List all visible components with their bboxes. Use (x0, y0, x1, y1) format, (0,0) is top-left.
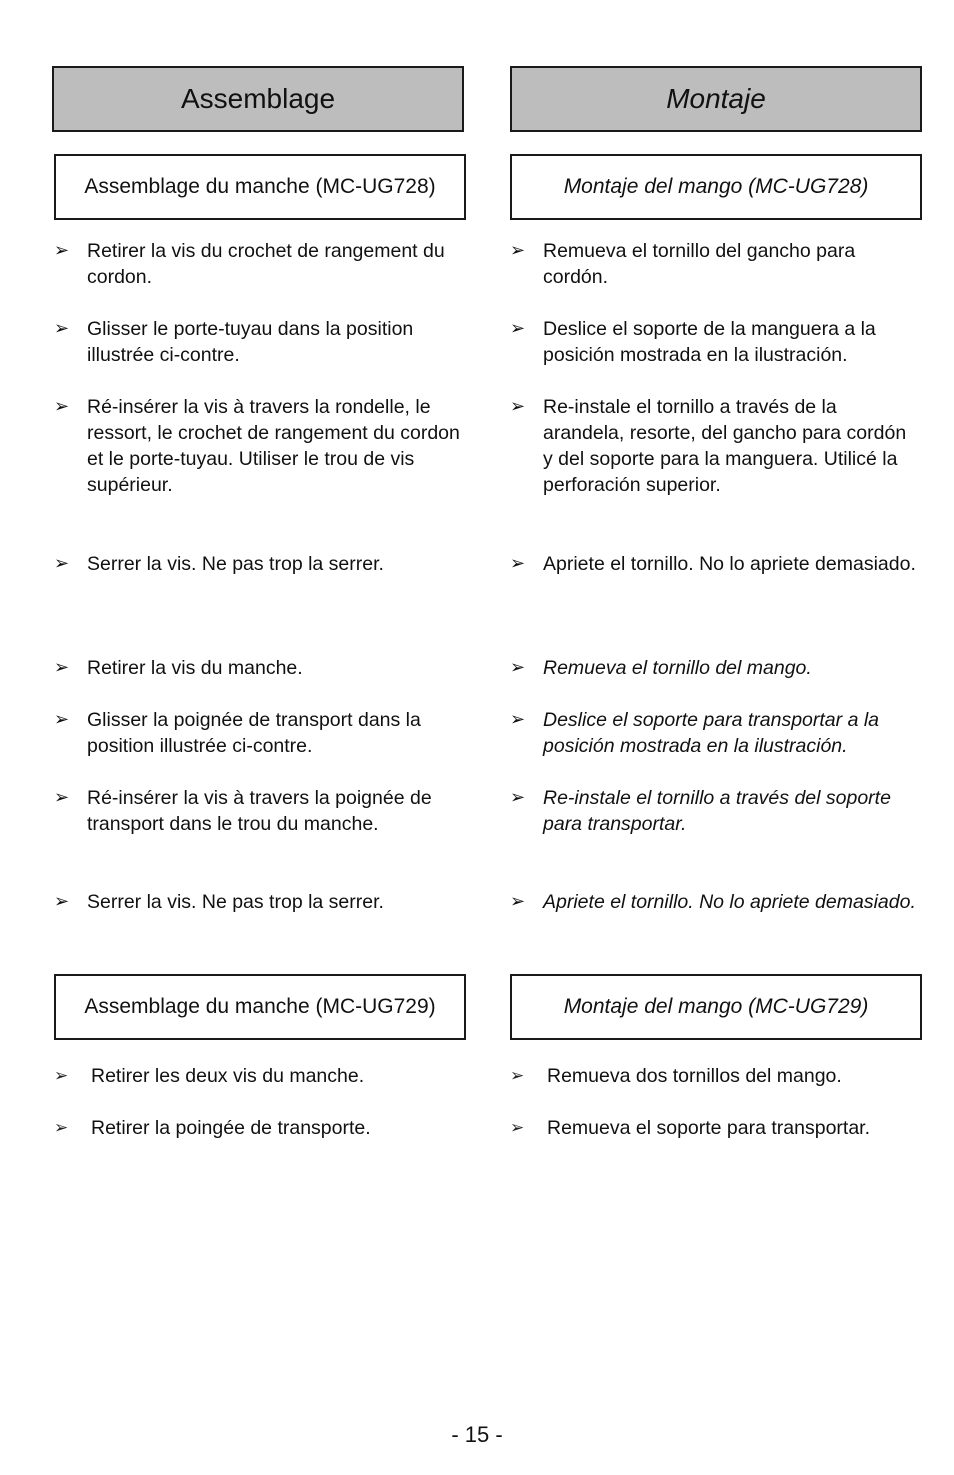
arrow-bullet-icon: ➢ (54, 1066, 69, 1086)
arrow-bullet-icon: ➢ (54, 657, 70, 678)
step-es-2-1: ➢ Remueva el tornillo del mango. (510, 657, 812, 679)
step-fr-2-4: ➢ Serrer la vis. Ne pas trop la serrer. (54, 891, 384, 913)
step-fr-2-3: ➢ Ré-insérer la vis à travers la poignée de transport dans le trou du manche. (54, 787, 432, 835)
arrow-bullet-icon: ➢ (54, 396, 70, 417)
arrow-bullet-icon: ➢ (54, 709, 70, 730)
page-number: - 15 - (451, 1422, 503, 1447)
step-es-2-3: ➢ Re-instale el tornillo a través del soporte para transportar. (510, 787, 891, 835)
arrow-bullet-icon: ➢ (54, 318, 70, 339)
arrow-bullet-icon: ➢ (510, 1066, 525, 1086)
subheading-mc-ug729-fr: Assemblage du manche (MC-UG729) (54, 974, 466, 1040)
step-fr-3-2: ➢ Retirer la poingée de transporte. (54, 1117, 371, 1139)
arrow-bullet-icon: ➢ (510, 891, 526, 912)
step-es-1-4: ➢ Apriete el tornillo. No lo apriete demasiado. (510, 553, 916, 575)
step-fr-2-1: ➢ Retirer la vis du manche. (54, 657, 303, 679)
arrow-bullet-icon: ➢ (510, 709, 526, 730)
step-es-3-1: ➢ Remueva dos tornillos del mango. (510, 1065, 842, 1087)
step-fr-2-2: ➢ Glisser la poignée de transport dans la position illustrée ci-contre. (54, 709, 421, 757)
arrow-bullet-icon: ➢ (510, 318, 526, 339)
arrow-bullet-icon: ➢ (510, 787, 526, 808)
arrow-bullet-icon: ➢ (510, 553, 526, 574)
arrow-bullet-icon: ➢ (510, 1118, 525, 1138)
arrow-bullet-icon: ➢ (510, 657, 526, 678)
section-header-montaje: Montaje (510, 66, 922, 132)
step-fr-1-4: ➢ Serrer la vis. Ne pas trop la serrer. (54, 553, 384, 575)
arrow-bullet-icon: ➢ (54, 787, 70, 808)
step-fr-3-1: ➢ Retirer les deux vis du manche. (54, 1065, 365, 1087)
step-es-1-3: ➢ Re-instale el tornillo a través de la arandela, resorte, del gancho para cordón y del soporte para la manguera. Utilicé la perforación superior. (510, 396, 907, 496)
step-es-2-4: ➢ Apriete el tornillo. No lo apriete demasiado. (510, 891, 916, 913)
step-es-2-2: ➢ Deslice el soporte para transportar a la posición mostrada en la ilustración. (510, 709, 880, 757)
arrow-bullet-icon: ➢ (54, 553, 70, 574)
arrow-bullet-icon: ➢ (510, 240, 526, 261)
step-fr-1-1: ➢ Retirer la vis du crochet de rangement du cordon. (54, 240, 445, 288)
arrow-bullet-icon: ➢ (54, 240, 70, 261)
subheading-mc-ug729-es: Montaje del mango (MC-UG729) (510, 974, 922, 1040)
step-es-1-1: ➢ Remueva el tornillo del gancho para cordón. (510, 240, 856, 288)
arrow-bullet-icon: ➢ (510, 396, 526, 417)
step-fr-1-2: ➢ Glisser le porte-tuyau dans la position illustrée ci-contre. (54, 318, 414, 366)
step-es-1-2: ➢ Deslice el soporte de la manguera a la posición mostrada en la ilustración. (510, 318, 876, 366)
arrow-bullet-icon: ➢ (54, 1118, 69, 1138)
step-es-3-2: ➢ Remueva el soporte para transportar. (510, 1117, 871, 1139)
arrow-bullet-icon: ➢ (54, 891, 70, 912)
subheading-mc-ug728-es: Montaje del mango (MC-UG728) (510, 154, 922, 220)
subheading-mc-ug728-fr: Assemblage du manche (MC-UG728) (54, 154, 466, 220)
step-fr-1-3: ➢ Ré-insérer la vis à travers la rondelle, le ressort, le crochet de rangement du cordon et le porte-tuyau. Utiliser le trou de vis supérieur. (54, 396, 460, 496)
section-header-assemblage: Assemblage (52, 66, 464, 132)
